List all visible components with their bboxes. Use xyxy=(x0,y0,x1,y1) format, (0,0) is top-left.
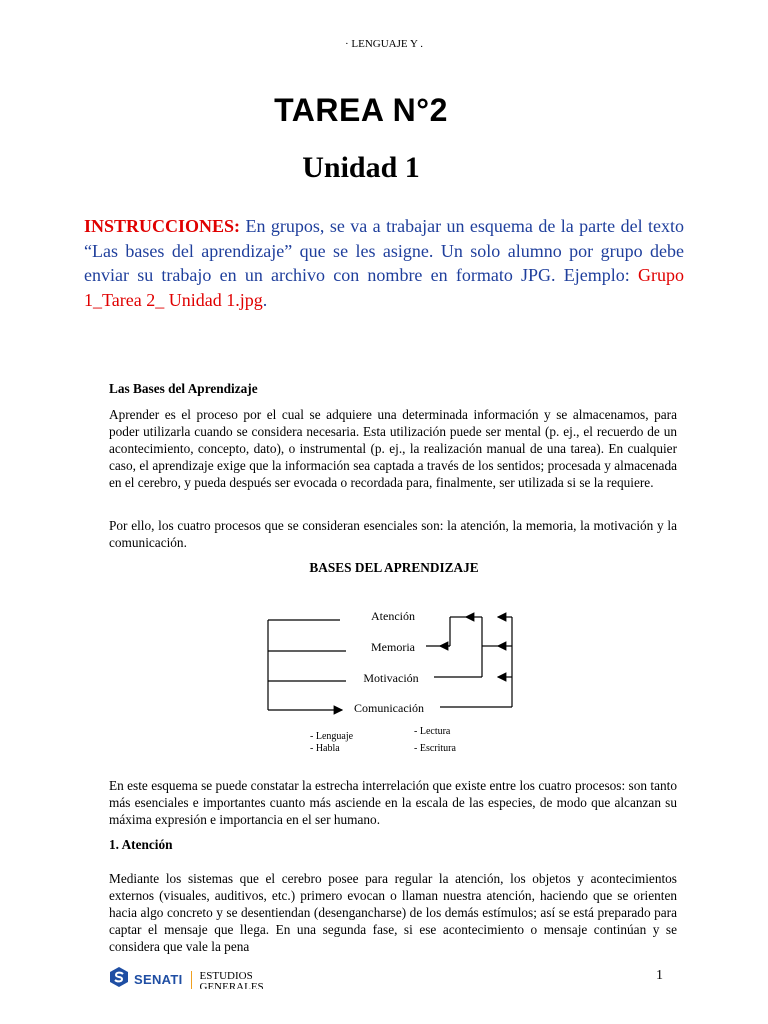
node-motivacion: Motivación xyxy=(363,671,419,685)
paragraph-3: En este esquema se puede constatar la estrecha interrelación que existe entre los cuatro procesos: son tanto más esenciales e importantes cuanto más asciende en la escala de las especies, de modo que alcanzan su máxima expresión e importancia en el ser humano. xyxy=(109,778,677,827)
footer-unit-line2: GENERALES xyxy=(199,980,264,989)
running-header: · LENGUAJE Y . xyxy=(344,38,423,50)
page-subtitle: Unidad 1 xyxy=(302,151,420,184)
node-atencion: Atención xyxy=(371,609,415,623)
bases-diagram xyxy=(250,600,550,765)
note-lectura: - Lectura xyxy=(414,726,451,737)
footer-brand: SENATI xyxy=(134,972,183,987)
instructions-block xyxy=(84,214,684,312)
page-number: 1 xyxy=(656,968,663,983)
instructions-end: . xyxy=(262,289,268,310)
note-habla: - Habla xyxy=(310,743,340,754)
note-escritura: - Escritura xyxy=(414,743,456,754)
node-memoria: Memoria xyxy=(371,640,415,654)
right-connectors xyxy=(426,617,512,707)
left-connectors xyxy=(268,620,346,710)
footer-logo xyxy=(108,966,264,993)
paragraph-4: Mediante los sistemas que el cerebro posee para regular la atención, los objetos y acontecimientos externos (visuales, auditivos, etc.) primero evocan o llaman nuestra atención, haciendo que se orienten hacia algo concreto y se desentiendan (desengancharse) de los demás estímulos; así se está preparado para captar el mensaje que llega. En una segunda fase, si ese acontecimiento o mensaje continúan y se considera que vale la pena xyxy=(109,871,677,954)
paragraph-2: Por ello, los cuatro procesos que se consideran esenciales son: la atención, la memoria, la motivación y la comunicación. xyxy=(109,518,677,550)
document-heading: Las Bases del Aprendizaje xyxy=(109,381,258,396)
note-lenguaje: - Lenguaje xyxy=(310,731,354,742)
node-comunicacion: Comunicación xyxy=(354,701,424,715)
footer-unit-line1: ESTUDIOS xyxy=(199,970,253,982)
page-title: TAREA N°2 xyxy=(274,92,448,128)
section-heading-atencion: 1. Atención xyxy=(109,837,173,852)
footer-unit xyxy=(200,971,264,989)
bases-diagram-svg xyxy=(250,600,550,760)
instructions-lead: INSTRUCCIONES: xyxy=(84,216,241,236)
senati-logo-icon xyxy=(108,966,130,993)
instructions-example: Grupo 1_Tarea 2_ Unidad 1.jpg xyxy=(84,265,684,310)
paragraph-1: Aprender es el proceso por el cual se adquiere una determinada información y se almacenamos, para poder utilizarla cuando se considera necesaria. Esta utilización puede ser mental (p. ej., el recuerdo de un acontecimiento, concepto, dato), o instrumental (p. ej., la realización manual de una tarea). En cualquier caso, el aprendizaje exige que la información sea captada a través de los sentidos; procesada y almacenada en el cerebro, y pueda después ser evocada o recordada para, finalmente, ser utilizada si se la requiere. xyxy=(109,407,677,490)
diagram-title: BASES DEL APRENDIZAJE xyxy=(309,560,479,575)
footer-separator xyxy=(191,971,192,989)
instructions-text: En grupos, se va a trabajar un esquema de la parte del texto “Las bases del aprendizaje” que se les asigne. Un solo alumno por grupo debe enviar su trabajo en un archivo con nombre en formato JPG. Ejemplo: xyxy=(84,216,684,285)
